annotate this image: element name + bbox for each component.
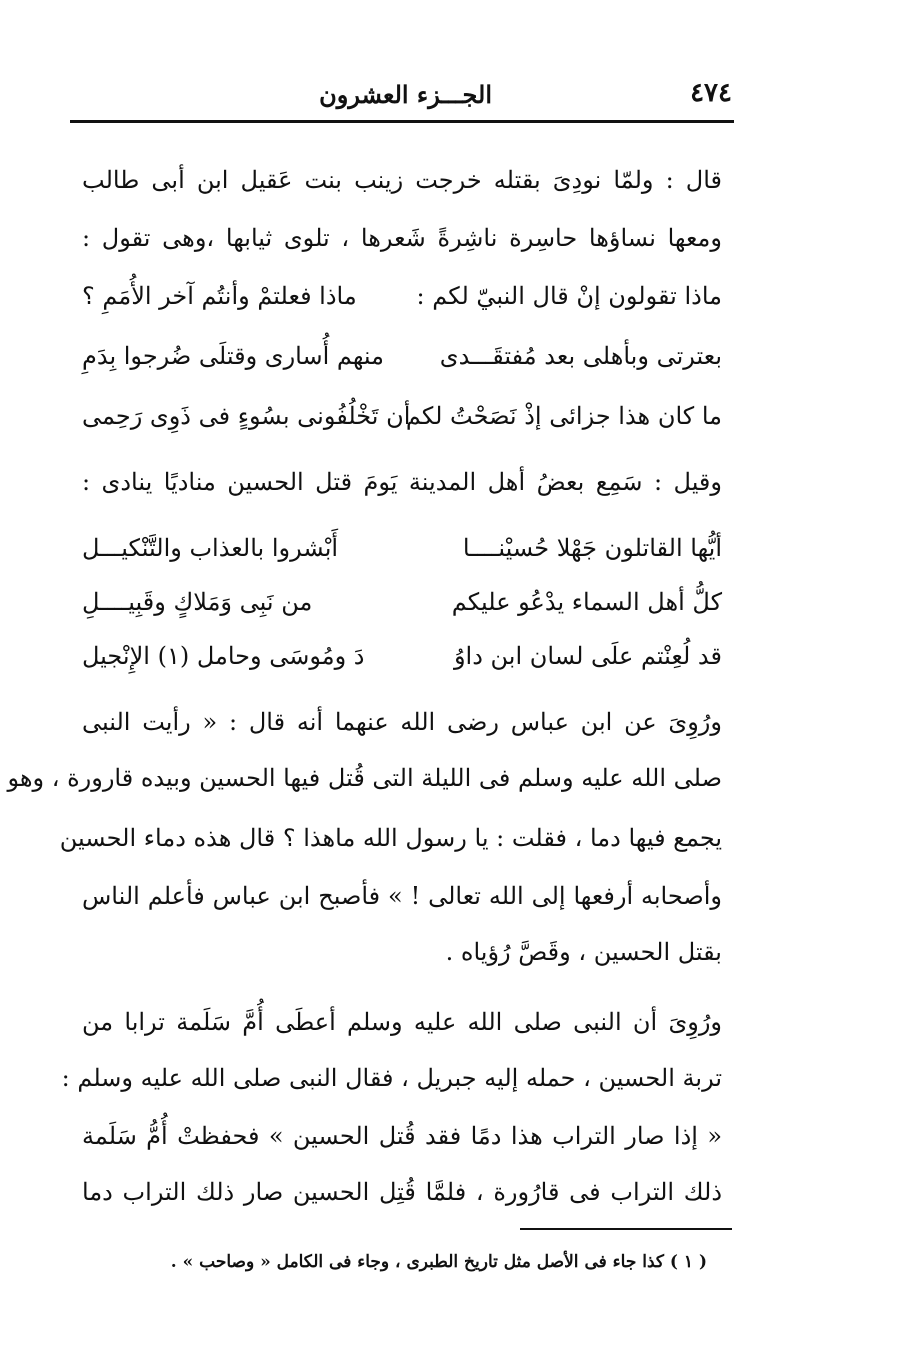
verse-first-hemistich: ماذا تقولون إنْ قال النبيّ لكم : [416, 282, 722, 310]
text-line: صلى الله عليه وسلم فى الليلة التى قُتل فيها الحسين وبيده قارورة ، وهو [7, 764, 722, 792]
verse-second-hemistich: أن تَخْلُفُونى بسُوءٍ فى ذَوِى رَحِمى [82, 402, 411, 430]
text-line: ومعها نساؤها حاسِرة ناشِرةً شَعرها ، تلوى ثيابها ،وهى تقول : [82, 224, 722, 252]
text-line: ورُوِىَ أن النبى صلى الله عليه وسلم أعطَى أُمَّ سَلَمة ترابا من [82, 1008, 722, 1036]
verse-first-hemistich: كلُّ أهل السماء يدْعُو عليكم [451, 588, 722, 616]
running-title: الجـــزء العشرون [319, 80, 492, 109]
text-line: وقيل : سَمِع بعضُ أهل المدينة يَومَ قتل الحسين مناديًا ينادى : [82, 468, 722, 496]
verse-second-hemistich: ماذا فعلتمْ وأنتُم آخر الأُمَمِ ؟ [82, 282, 357, 310]
verse-second-hemistich: منهم أُسارى وقتلَى ضُرجوا بِدَمِ [82, 342, 385, 370]
poem-verse [82, 396, 722, 436]
verse-first-hemistich: قد لُعِنْتم علَى لسان ابن داوُ [453, 642, 722, 670]
header-rule [70, 120, 734, 123]
verse-second-hemistich: من نَبِى وَمَلاكٍ وقَبِيــــلِ [82, 588, 313, 616]
text-line: وأصحابه أرفعها إلى الله تعالى ! » فأصبح ابن عباس فأعلم الناس [82, 882, 722, 910]
verse-first-hemistich: ما كان هذا جزائى إذْ نَصَحْتُ لكم [405, 402, 722, 430]
text-line: قال : ولمّا نودِىَ بقتله خرجت زينب بنت عَقيل ابن أبى طالب [82, 166, 722, 194]
verse-first-hemistich: بعترتى وبأهلى بعد مُفتقَـــدى [439, 342, 722, 370]
verse-second-hemistich: أَبْشروا بالعذاب والتَّنْكيـــل [82, 534, 339, 562]
text-line: يجمع فيها دما ، فقلت : يا رسول الله ماهذا ؟ قال هذه دماء الحسين [59, 824, 722, 852]
poem-verse [82, 336, 722, 376]
footnote: ( ١ ) كذا جاء فى الأصل مثل تاريخ الطبرى ، وجاء فى الكامل « وصاحب » . [170, 1252, 707, 1272]
poem-verse [82, 636, 722, 676]
text-line: « إذا صار التراب هذا دمًا فقد قُتل الحسين » فحفظتْ أُمُّ سَلَمة [82, 1122, 722, 1150]
poem-verse [82, 276, 722, 316]
page-header [72, 78, 732, 118]
text-line: تربة الحسين ، حمله إليه جبريل ، فقال النبى صلى الله عليه وسلم : [61, 1064, 722, 1092]
verse-second-hemistich: دَ ومُوسَى وحامل (١) الإِنْجيل [82, 642, 365, 670]
text-line: بقتل الحسين ، وقَصَّ رُؤياه . [445, 938, 722, 966]
text-line: ذلك التراب فى قارُورة ، فلمَّا قُتِل الحسين صار ذلك التراب دما [82, 1178, 723, 1206]
verse-first-hemistich: أيُّها القاتلون جَهْلا حُسيْنــــا [462, 534, 722, 562]
page-number: ٤٧٤ [690, 78, 732, 108]
poem-verse [82, 528, 722, 568]
footnote-rule [520, 1228, 732, 1230]
text-line: ورُوِىَ عن ابن عباس رضى الله عنهما أنه قال : « رأيت النبى [82, 708, 722, 736]
poem-verse [82, 582, 722, 622]
